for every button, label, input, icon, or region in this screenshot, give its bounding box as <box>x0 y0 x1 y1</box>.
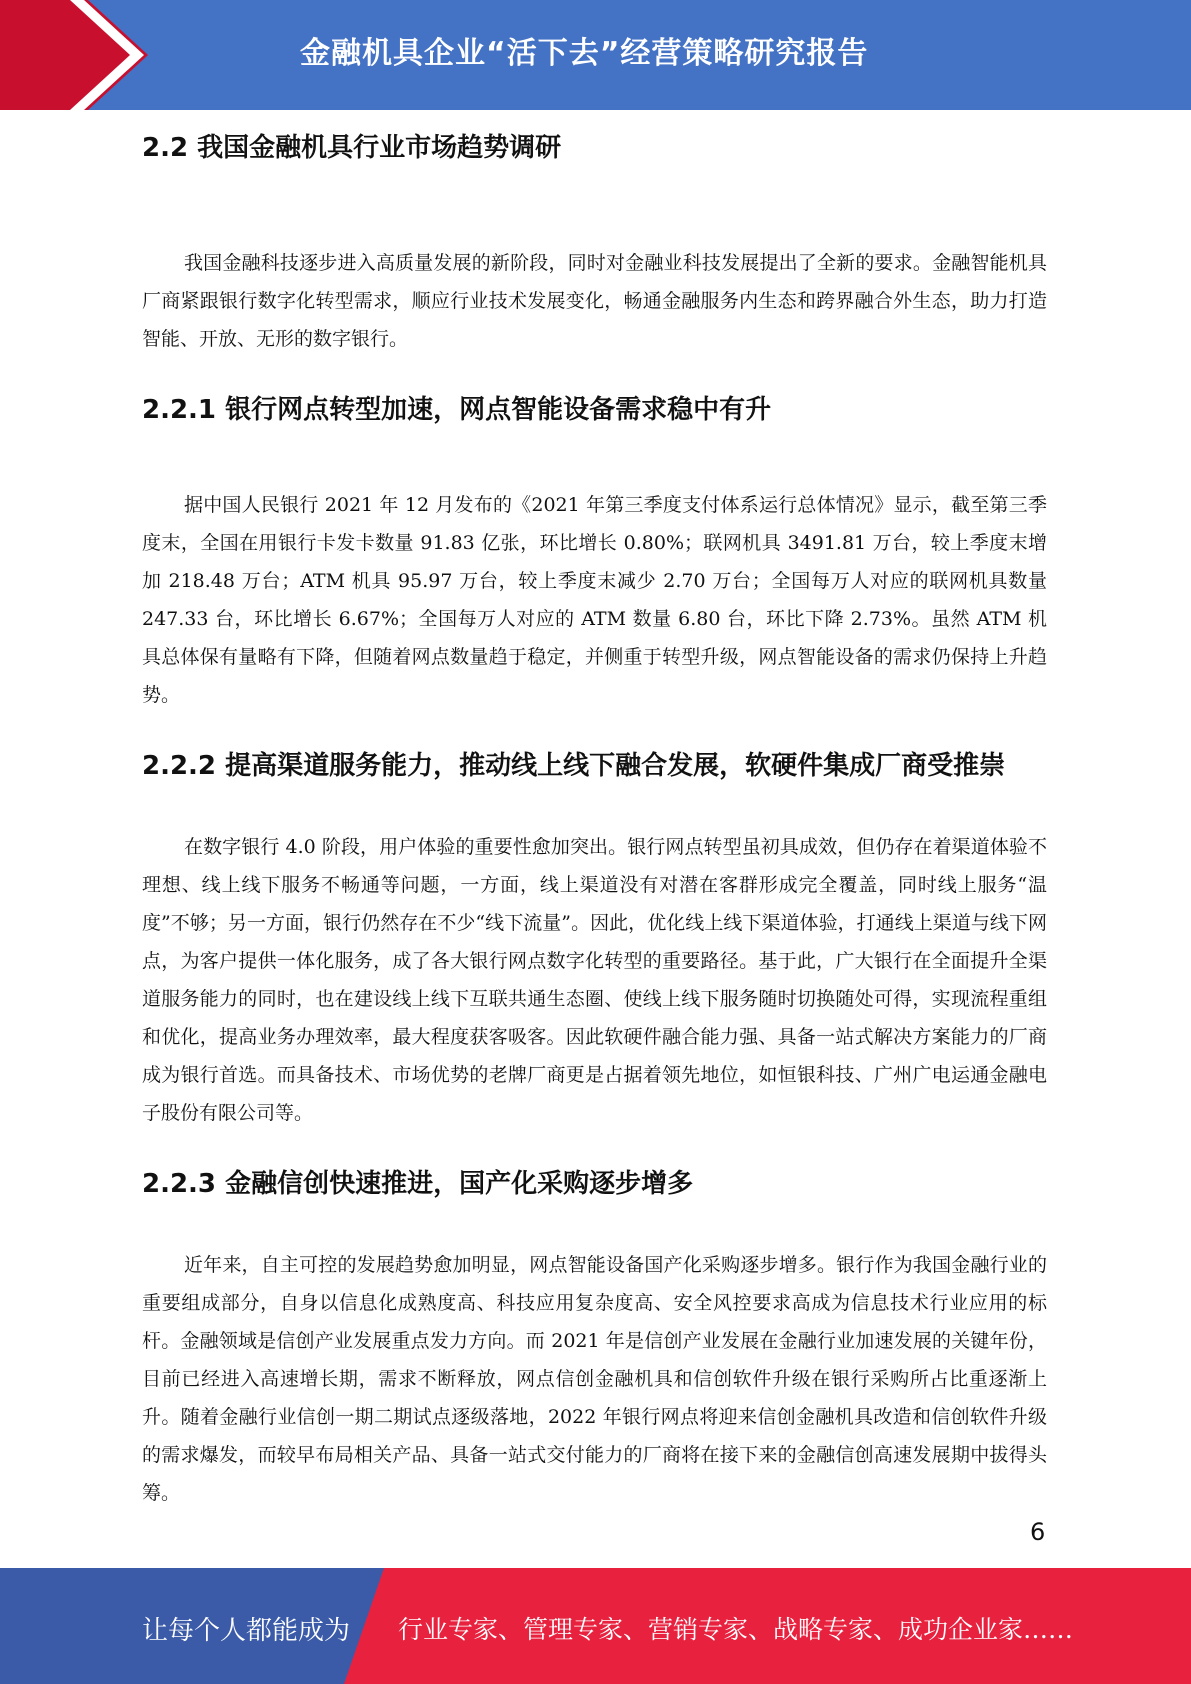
page-content <box>142 128 1047 1512</box>
section-paragraph-2-2: 我国金融科技逐步进入高质量发展的新阶段，同时对金融业科技发展提出了全新的要求。金融智能机具厂商紧跟银行数字化转型需求，顺应行业技术发展变化，畅通金融服务内生态和跨界融合外生态，助力打造智能、开放、无形的数字银行。 <box>142 252 1047 350</box>
page-footer <box>0 1568 1191 1684</box>
section-heading-2-2: 2.2 我国金融机具行业市场趋势调研 <box>142 133 562 163</box>
section-paragraph-2-2-3: 近年来，自主可控的发展趋势愈加明显，网点智能设备国产化采购逐步增多。银行作为我国金融行业的重要组成部分，自身以信息化成熟度高、科技应用复杂度高、安全风控要求高成为信息技术行业应用的标杆。金融领域是信创产业发展重点发力方向。而 2021 年是信创产业发展在金融行业加速发展的关键年份，目前已经进入高速增长期，需求不断释放，网点信创金融机具和信创软件升级在银行采购所占比重逐渐上升。随着金融行业信创一期二期试点逐级落地，2022 年银行网点将迎来信创金融机具改造和信创软件升级的需求爆发，而较早布局相关产品、具备一站式交付能力的厂商将在接下来的金融信创高速发展期中拔得头筹。 <box>142 1254 1047 1504</box>
page-header <box>0 0 1191 110</box>
section-paragraph-2-2-1: 据中国人民银行 2021 年 12 月发布的《2021 年第三季度支付体系运行总体情况》显示，截至第三季度末，全国在用银行卡发卡数量 91.83 亿张，环比增长 0.80%；联网机具 3491.81 万台，较上季度末增加 218.48 万台；ATM 机具 95.97 万台，较上季度末减少 2.70 万台；全国每万人对应的联网机具数量 247.33 台，环比增长 6.67%；全国每万人对应的 ATM 数量 6.80 台，环比下降 2.73%。虽然 ATM 机具总体保有量略有下降，但随着网点数量趋于稳定，并侧重于转型升级，网点智能设备的需求仍保持上升趋势。 <box>142 494 1047 706</box>
section-heading-2-2-3: 2.2.3 金融信创快速推进，国产化采购逐步增多 <box>142 1169 694 1199</box>
page-number: 6 <box>1030 1518 1046 1546</box>
footer-slogan-right: 行业专家、管理专家、营销专家、战略专家、成功企业家…… <box>398 1615 1074 1644</box>
section-heading-2-2-1: 2.2.1 银行网点转型加速，网点智能设备需求稳中有升 <box>142 395 772 425</box>
footer-slogan-left: 让每个人都能成为 <box>142 1616 351 1646</box>
section-heading-2-2-2: 2.2.2 提高渠道服务能力，推动线上线下融合发展，软硬件集成厂商受推崇 <box>142 751 1006 781</box>
report-title: 金融机具企业“活下去”经营策略研究报告 <box>300 36 869 71</box>
section-paragraph-2-2-2: 在数字银行 4.0 阶段，用户体验的重要性愈加突出。银行网点转型虽初具成效，但仍存在着渠道体验不理想、线上线下服务不畅通等问题，一方面，线上渠道没有对潜在客群形成完全覆盖，同时线上服务“温度”不够；另一方面，银行仍然存在不少“线下流量”。因此，优化线上线下渠道体验，打通线上渠道与线下网点，为客户提供一体化服务，成了各大银行网点数字化转型的重要路径。基于此，广大银行在全面提升全渠道服务能力的同时，也在建设线上线下互联共通生态圈、使线上线下服务随时切换随处可得，实现流程重组和优化，提高业务办理效率，最大程度获客吸客。因此软硬件融合能力强、具备一站式解决方案能力的厂商成为银行首选。而具备技术、市场优势的老牌厂商更是占据着领先地位，如恒银科技、广州广电运通金融电子股份有限公司等。 <box>142 836 1047 1124</box>
